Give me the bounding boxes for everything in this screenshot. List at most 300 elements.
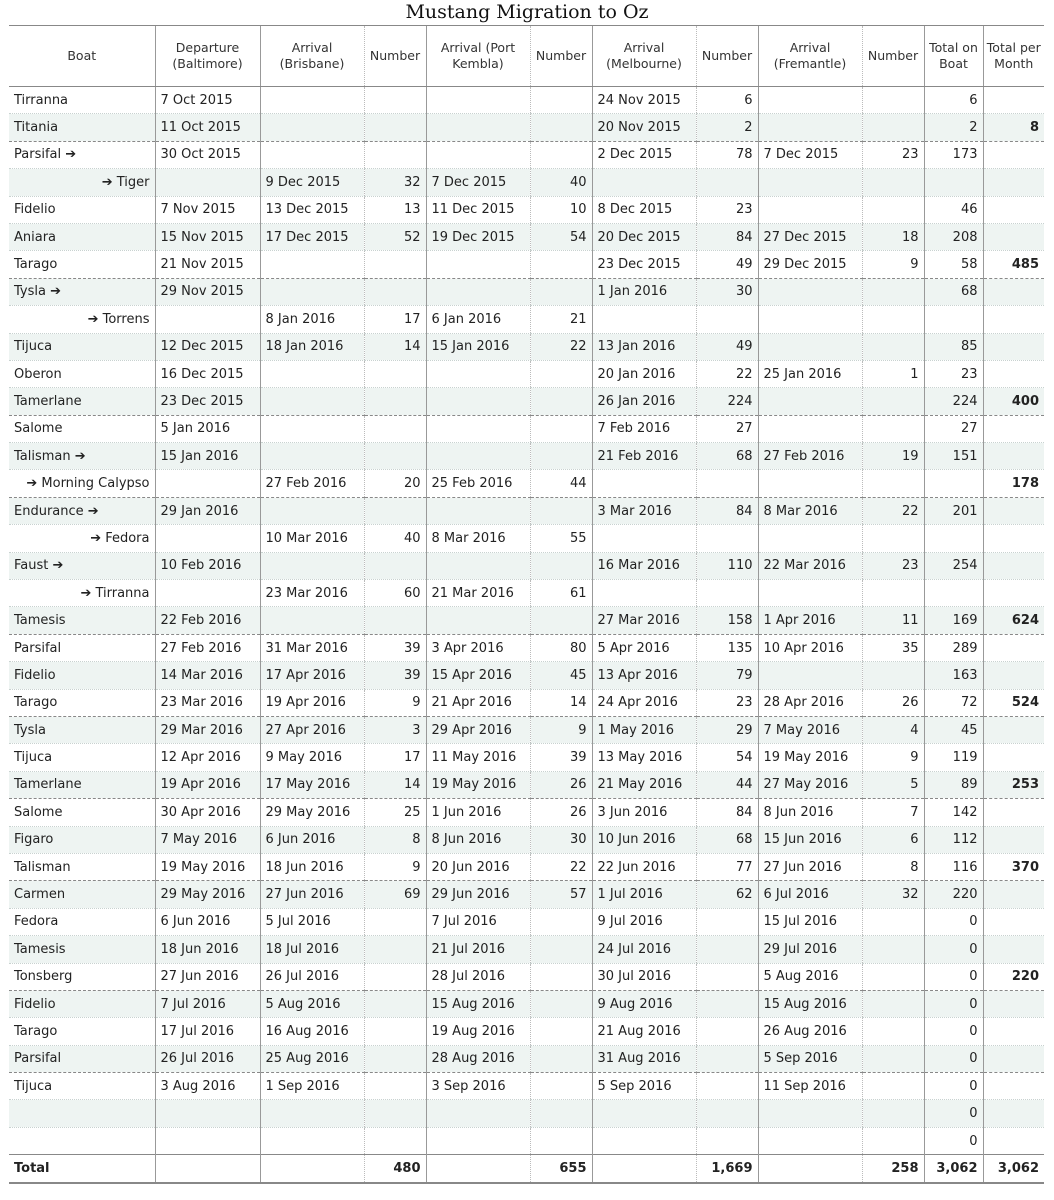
brisbane-number: 17 xyxy=(364,744,426,771)
melbourne-date: 22 Jun 2016 xyxy=(592,853,696,880)
melbourne-date: 24 Apr 2016 xyxy=(592,689,696,716)
total-per-month xyxy=(983,525,1044,552)
table-row xyxy=(9,1018,1044,1045)
table-row xyxy=(9,169,1044,196)
melbourne-number: 84 xyxy=(696,497,758,524)
table-row xyxy=(9,771,1044,798)
melbourne-date: 1 May 2016 xyxy=(592,716,696,743)
port-kembla-number xyxy=(530,607,592,634)
melbourne-number: 23 xyxy=(696,196,758,223)
brisbane-number: 40 xyxy=(364,525,426,552)
brisbane-date xyxy=(260,114,364,141)
fremantle-number xyxy=(862,990,924,1017)
departure-date: 29 Mar 2016 xyxy=(155,716,260,743)
total-on-boat: 0 xyxy=(924,963,983,990)
fremantle-number xyxy=(862,470,924,497)
departure-date: 26 Jul 2016 xyxy=(155,1045,260,1072)
brisbane-number: 32 xyxy=(364,169,426,196)
total-on-boat: 46 xyxy=(924,196,983,223)
brisbane-number: 14 xyxy=(364,771,426,798)
migration-table xyxy=(9,25,1044,1184)
total-per-month: 253 xyxy=(983,771,1044,798)
port-kembla-date: 20 Jun 2016 xyxy=(426,853,530,880)
brisbane-number xyxy=(364,278,426,305)
total-per-month: 370 xyxy=(983,853,1044,880)
port-kembla-date xyxy=(426,497,530,524)
fremantle-date xyxy=(758,525,862,552)
port-kembla-date: 8 Mar 2016 xyxy=(426,525,530,552)
melbourne-number xyxy=(696,1100,758,1127)
total-on-boat: 68 xyxy=(924,278,983,305)
melbourne-date: 2 Dec 2015 xyxy=(592,141,696,168)
total-on-boat: 23 xyxy=(924,360,983,387)
total-on-boat: 116 xyxy=(924,853,983,880)
table-row xyxy=(9,223,1044,250)
header-row xyxy=(9,26,1044,87)
departure-date xyxy=(155,580,260,607)
fremantle-number xyxy=(862,908,924,935)
port-kembla-date: 21 Jul 2016 xyxy=(426,936,530,963)
port-kembla-number xyxy=(530,443,592,470)
departure-date: 27 Jun 2016 xyxy=(155,963,260,990)
fremantle-number: 6 xyxy=(862,826,924,853)
fremantle-number: 4 xyxy=(862,716,924,743)
total-per-month xyxy=(983,1127,1044,1154)
total-per-month xyxy=(983,169,1044,196)
melbourne-number xyxy=(696,936,758,963)
melbourne-date xyxy=(592,169,696,196)
port-kembla-date: 8 Jun 2016 xyxy=(426,826,530,853)
port-kembla-number: 54 xyxy=(530,223,592,250)
port-kembla-date: 21 Apr 2016 xyxy=(426,689,530,716)
melbourne-date: 26 Jan 2016 xyxy=(592,388,696,415)
total-per-month xyxy=(983,552,1044,579)
total-per-month: 624 xyxy=(983,607,1044,634)
brisbane-date: 17 Dec 2015 xyxy=(260,223,364,250)
fremantle-date xyxy=(758,1100,862,1127)
melbourne-number: 68 xyxy=(696,826,758,853)
boat-name: Tarago xyxy=(9,689,155,716)
melbourne-date: 7 Feb 2016 xyxy=(592,415,696,442)
melbourne-number: 49 xyxy=(696,333,758,360)
total-melbourne-number: 1,669 xyxy=(696,1155,758,1183)
port-kembla-date: 7 Jul 2016 xyxy=(426,908,530,935)
departure-date: 15 Nov 2015 xyxy=(155,223,260,250)
total-on-boat: 0 xyxy=(924,990,983,1017)
melbourne-date: 9 Aug 2016 xyxy=(592,990,696,1017)
departure-date: 10 Feb 2016 xyxy=(155,552,260,579)
port-kembla-number xyxy=(530,1100,592,1127)
port-kembla-date xyxy=(426,87,530,114)
port-kembla-date: 7 Dec 2015 xyxy=(426,169,530,196)
total-per-month xyxy=(983,716,1044,743)
fremantle-number: 8 xyxy=(862,853,924,880)
brisbane-date: 16 Aug 2016 xyxy=(260,1018,364,1045)
brisbane-number: 52 xyxy=(364,223,426,250)
brisbane-number xyxy=(364,908,426,935)
total-on-boat: 163 xyxy=(924,662,983,689)
brisbane-date xyxy=(260,415,364,442)
melbourne-number: 78 xyxy=(696,141,758,168)
port-kembla-number xyxy=(530,936,592,963)
port-kembla-date xyxy=(426,415,530,442)
melbourne-date: 24 Nov 2015 xyxy=(592,87,696,114)
header-number-brisbane: Number xyxy=(364,26,426,87)
port-kembla-number xyxy=(530,1045,592,1072)
boat-name: Talisman xyxy=(9,853,155,880)
total-per-month xyxy=(983,1045,1044,1072)
departure-date xyxy=(155,169,260,196)
port-kembla-date: 15 Aug 2016 xyxy=(426,990,530,1017)
table-row xyxy=(9,114,1044,141)
port-kembla-date xyxy=(426,114,530,141)
fremantle-date: 11 Sep 2016 xyxy=(758,1073,862,1100)
fremantle-date xyxy=(758,87,862,114)
total-per-month xyxy=(983,333,1044,360)
port-kembla-number xyxy=(530,278,592,305)
total-melbourne-date xyxy=(592,1155,696,1183)
table-row xyxy=(9,1045,1044,1072)
brisbane-date: 27 Feb 2016 xyxy=(260,470,364,497)
table-row xyxy=(9,251,1044,278)
brisbane-date: 27 Apr 2016 xyxy=(260,716,364,743)
melbourne-date: 13 Jan 2016 xyxy=(592,333,696,360)
melbourne-date: 31 Aug 2016 xyxy=(592,1045,696,1072)
port-kembla-number: 39 xyxy=(530,744,592,771)
brisbane-date: 9 Dec 2015 xyxy=(260,169,364,196)
melbourne-number xyxy=(696,1073,758,1100)
melbourne-date xyxy=(592,470,696,497)
total-row xyxy=(9,1155,1044,1183)
brisbane-number: 14 xyxy=(364,333,426,360)
table-row xyxy=(9,580,1044,607)
fremantle-number: 1 xyxy=(862,360,924,387)
fremantle-date xyxy=(758,306,862,333)
fremantle-date xyxy=(758,580,862,607)
header-boat: Boat xyxy=(9,26,155,87)
total-on-boat xyxy=(924,470,983,497)
port-kembla-date xyxy=(426,141,530,168)
departure-date: 12 Apr 2016 xyxy=(155,744,260,771)
melbourne-date: 21 May 2016 xyxy=(592,771,696,798)
brisbane-date: 18 Jul 2016 xyxy=(260,936,364,963)
melbourne-number xyxy=(696,580,758,607)
brisbane-number: 9 xyxy=(364,689,426,716)
brisbane-number xyxy=(364,251,426,278)
brisbane-date: 9 May 2016 xyxy=(260,744,364,771)
total-on-boat: 0 xyxy=(924,1018,983,1045)
melbourne-number xyxy=(696,908,758,935)
brisbane-number xyxy=(364,552,426,579)
port-kembla-date: 19 Dec 2015 xyxy=(426,223,530,250)
fremantle-number: 9 xyxy=(862,251,924,278)
brisbane-date xyxy=(260,1127,364,1154)
brisbane-number xyxy=(364,936,426,963)
table-row xyxy=(9,1100,1044,1127)
departure-date: 16 Dec 2015 xyxy=(155,360,260,387)
boat-name: Tarago xyxy=(9,251,155,278)
brisbane-number: 17 xyxy=(364,306,426,333)
melbourne-number: 29 xyxy=(696,716,758,743)
fremantle-date xyxy=(758,1127,862,1154)
fremantle-date: 29 Dec 2015 xyxy=(758,251,862,278)
fremantle-number xyxy=(862,278,924,305)
fremantle-number xyxy=(862,525,924,552)
fremantle-number: 19 xyxy=(862,443,924,470)
fremantle-date xyxy=(758,114,862,141)
melbourne-number xyxy=(696,1127,758,1154)
port-kembla-number xyxy=(530,497,592,524)
brisbane-date xyxy=(260,87,364,114)
header-arrival-port-kembla: Arrival (Port Kembla) xyxy=(426,26,530,87)
melbourne-date: 21 Feb 2016 xyxy=(592,443,696,470)
fremantle-number: 26 xyxy=(862,689,924,716)
melbourne-number xyxy=(696,470,758,497)
brisbane-number: 8 xyxy=(364,826,426,853)
melbourne-number: 22 xyxy=(696,360,758,387)
total-per-month: 485 xyxy=(983,251,1044,278)
melbourne-date: 20 Jan 2016 xyxy=(592,360,696,387)
total-on-boat: 220 xyxy=(924,881,983,908)
brisbane-number: 3 xyxy=(364,716,426,743)
total-per-month xyxy=(983,1018,1044,1045)
departure-date: 7 Nov 2015 xyxy=(155,196,260,223)
brisbane-date: 26 Jul 2016 xyxy=(260,963,364,990)
fremantle-date: 22 Mar 2016 xyxy=(758,552,862,579)
brisbane-number: 39 xyxy=(364,662,426,689)
boat-name: Parsifal xyxy=(9,634,155,661)
boat-name: ➔ Fedora xyxy=(9,525,155,552)
total-per-month xyxy=(983,799,1044,826)
fremantle-date: 26 Aug 2016 xyxy=(758,1018,862,1045)
fremantle-number xyxy=(862,1073,924,1100)
port-kembla-number: 80 xyxy=(530,634,592,661)
melbourne-date: 3 Mar 2016 xyxy=(592,497,696,524)
table-row xyxy=(9,470,1044,497)
port-kembla-date xyxy=(426,1100,530,1127)
total-on-boat: 151 xyxy=(924,443,983,470)
brisbane-date xyxy=(260,360,364,387)
melbourne-number: 23 xyxy=(696,689,758,716)
table-row xyxy=(9,963,1044,990)
melbourne-number: 110 xyxy=(696,552,758,579)
fremantle-number xyxy=(862,415,924,442)
brisbane-number: 39 xyxy=(364,634,426,661)
fremantle-number: 22 xyxy=(862,497,924,524)
total-per-month xyxy=(983,87,1044,114)
melbourne-number xyxy=(696,169,758,196)
boat-name: Salome xyxy=(9,415,155,442)
melbourne-number: 30 xyxy=(696,278,758,305)
total-on-boat: 169 xyxy=(924,607,983,634)
melbourne-date: 30 Jul 2016 xyxy=(592,963,696,990)
boat-name: Fidelio xyxy=(9,990,155,1017)
port-kembla-number: 9 xyxy=(530,716,592,743)
brisbane-date xyxy=(260,388,364,415)
fremantle-date: 10 Apr 2016 xyxy=(758,634,862,661)
fremantle-number xyxy=(862,1100,924,1127)
boat-name: Titania xyxy=(9,114,155,141)
header-number-fremantle: Number xyxy=(862,26,924,87)
table-row xyxy=(9,525,1044,552)
port-kembla-number xyxy=(530,415,592,442)
brisbane-number: 9 xyxy=(364,853,426,880)
port-kembla-date: 11 May 2016 xyxy=(426,744,530,771)
departure-date: 30 Apr 2016 xyxy=(155,799,260,826)
total-per-month xyxy=(983,826,1044,853)
total-brisbane-date xyxy=(260,1155,364,1183)
melbourne-number: 2 xyxy=(696,114,758,141)
total-on-boat: 0 xyxy=(924,1045,983,1072)
port-kembla-number: 61 xyxy=(530,580,592,607)
brisbane-date: 19 Apr 2016 xyxy=(260,689,364,716)
departure-date: 22 Feb 2016 xyxy=(155,607,260,634)
port-kembla-number xyxy=(530,87,592,114)
boat-name: Parsifal ➔ xyxy=(9,141,155,168)
total-on-boat: 112 xyxy=(924,826,983,853)
fremantle-number: 7 xyxy=(862,799,924,826)
total-on-boat: 119 xyxy=(924,744,983,771)
fremantle-number: 11 xyxy=(862,607,924,634)
fremantle-number xyxy=(862,936,924,963)
fremantle-date: 27 Dec 2015 xyxy=(758,223,862,250)
departure-date xyxy=(155,470,260,497)
port-kembla-number xyxy=(530,388,592,415)
port-kembla-number xyxy=(530,1073,592,1100)
brisbane-number xyxy=(364,1045,426,1072)
fremantle-number: 5 xyxy=(862,771,924,798)
port-kembla-number xyxy=(530,908,592,935)
melbourne-date: 20 Nov 2015 xyxy=(592,114,696,141)
fremantle-date: 15 Aug 2016 xyxy=(758,990,862,1017)
port-kembla-number: 21 xyxy=(530,306,592,333)
total-per-month: 8 xyxy=(983,114,1044,141)
departure-date: 5 Jan 2016 xyxy=(155,415,260,442)
melbourne-number xyxy=(696,1045,758,1072)
total-on-boat: 173 xyxy=(924,141,983,168)
brisbane-number xyxy=(364,415,426,442)
total-on-boat: 0 xyxy=(924,1127,983,1154)
fremantle-date xyxy=(758,278,862,305)
brisbane-date: 1 Sep 2016 xyxy=(260,1073,364,1100)
fremantle-date xyxy=(758,470,862,497)
melbourne-number: 84 xyxy=(696,223,758,250)
port-kembla-number: 26 xyxy=(530,799,592,826)
fremantle-date: 8 Jun 2016 xyxy=(758,799,862,826)
total-per-month xyxy=(983,1100,1044,1127)
melbourne-date: 3 Jun 2016 xyxy=(592,799,696,826)
departure-date: 23 Dec 2015 xyxy=(155,388,260,415)
melbourne-date xyxy=(592,525,696,552)
fremantle-number: 35 xyxy=(862,634,924,661)
table-row xyxy=(9,306,1044,333)
total-on-boat: 85 xyxy=(924,333,983,360)
melbourne-date: 13 Apr 2016 xyxy=(592,662,696,689)
boat-name: Tamerlane xyxy=(9,388,155,415)
total-boat-name: Total xyxy=(9,1155,155,1183)
brisbane-number xyxy=(364,114,426,141)
departure-date: 19 Apr 2016 xyxy=(155,771,260,798)
port-kembla-number xyxy=(530,963,592,990)
brisbane-number xyxy=(364,607,426,634)
port-kembla-number xyxy=(530,251,592,278)
fremantle-date: 29 Jul 2016 xyxy=(758,936,862,963)
port-kembla-date xyxy=(426,278,530,305)
boat-name: Salome xyxy=(9,799,155,826)
melbourne-number: 158 xyxy=(696,607,758,634)
table-row xyxy=(9,415,1044,442)
port-kembla-date: 11 Dec 2015 xyxy=(426,196,530,223)
brisbane-number xyxy=(364,1100,426,1127)
fremantle-date: 15 Jun 2016 xyxy=(758,826,862,853)
melbourne-number xyxy=(696,525,758,552)
total-on-boat: 289 xyxy=(924,634,983,661)
port-kembla-number xyxy=(530,552,592,579)
header-total-on-boat: Total on Boat xyxy=(924,26,983,87)
boat-name: ➔ Torrens xyxy=(9,306,155,333)
departure-date: 21 Nov 2015 xyxy=(155,251,260,278)
melbourne-date: 1 Jan 2016 xyxy=(592,278,696,305)
port-kembla-number: 30 xyxy=(530,826,592,853)
table-row xyxy=(9,141,1044,168)
brisbane-date: 17 May 2016 xyxy=(260,771,364,798)
port-kembla-number: 44 xyxy=(530,470,592,497)
total-on-boat: 89 xyxy=(924,771,983,798)
table-row xyxy=(9,388,1044,415)
header-number-port-kembla: Number xyxy=(530,26,592,87)
table-row xyxy=(9,360,1044,387)
fremantle-date: 25 Jan 2016 xyxy=(758,360,862,387)
total-port-kembla-number: 655 xyxy=(530,1155,592,1183)
port-kembla-number: 22 xyxy=(530,333,592,360)
port-kembla-date: 15 Jan 2016 xyxy=(426,333,530,360)
total-on-boat: 58 xyxy=(924,251,983,278)
fremantle-date: 27 Feb 2016 xyxy=(758,443,862,470)
port-kembla-number: 57 xyxy=(530,881,592,908)
total-per-month xyxy=(983,141,1044,168)
total-per-month xyxy=(983,497,1044,524)
fremantle-number xyxy=(862,333,924,360)
fremantle-date xyxy=(758,196,862,223)
total-per-month xyxy=(983,936,1044,963)
brisbane-number xyxy=(364,1018,426,1045)
brisbane-number xyxy=(364,990,426,1017)
brisbane-date: 10 Mar 2016 xyxy=(260,525,364,552)
departure-date: 7 Jul 2016 xyxy=(155,990,260,1017)
port-kembla-date xyxy=(426,607,530,634)
departure-date: 23 Mar 2016 xyxy=(155,689,260,716)
total-per-month xyxy=(983,990,1044,1017)
melbourne-number: 135 xyxy=(696,634,758,661)
fremantle-number: 18 xyxy=(862,223,924,250)
table-row xyxy=(9,1127,1044,1154)
fremantle-date xyxy=(758,333,862,360)
melbourne-date: 16 Mar 2016 xyxy=(592,552,696,579)
table-row xyxy=(9,826,1044,853)
total-on-boat: 224 xyxy=(924,388,983,415)
brisbane-number: 13 xyxy=(364,196,426,223)
total-per-month xyxy=(983,223,1044,250)
brisbane-date: 23 Mar 2016 xyxy=(260,580,364,607)
melbourne-number: 44 xyxy=(696,771,758,798)
melbourne-number xyxy=(696,963,758,990)
boat-name: Parsifal xyxy=(9,1045,155,1072)
table-row xyxy=(9,990,1044,1017)
departure-date: 7 May 2016 xyxy=(155,826,260,853)
total-per-month xyxy=(983,580,1044,607)
melbourne-date: 24 Jul 2016 xyxy=(592,936,696,963)
total-departure-date xyxy=(155,1155,260,1183)
